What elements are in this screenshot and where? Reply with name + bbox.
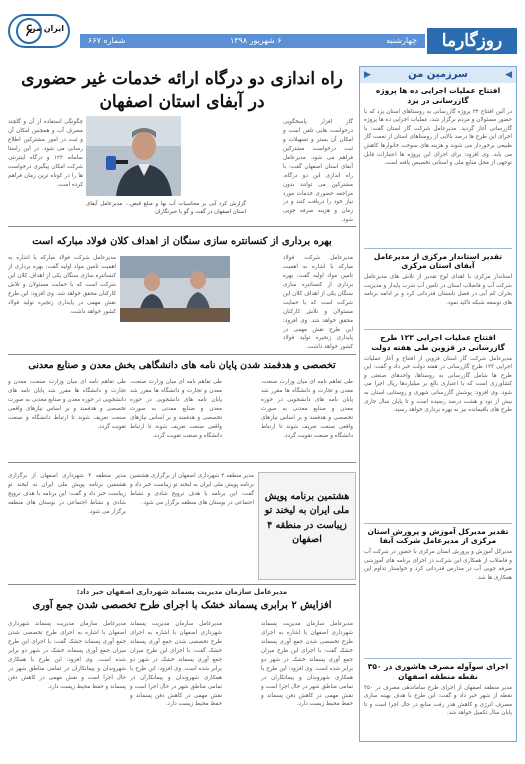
story2-body: مدیرعامل شرکت فولاد مبارکه با اشاره به اهمیت تامین مواد اولیه گفت: بهره برداری از کنسانتره سازی سنگان یکی از اهداف کلان این شرکت است که با حمایت مسئولان و تلاش کارکنان محقق خواهد شد. وی افزود: این طرح نقش مهمی در پایداری زنجیره تولید فولاد کشور خواهد داشت. (282, 255, 353, 351)
issue-date: ۶ شهریور ۱۳۹۸ (229, 36, 282, 45)
lead-body-left: چگونگی استفاده از آن و گلچند مصرف آب و همچنین امکان آن و ثبت در امور مشترکین اطلاع رسانی می شود. در این راستا سامانه ۱۲۲ و درگاه اینترنتی شرکت امکان پیگیری درخواست ها را در کوتاه ترین زمان فراهم کرده است. (8, 119, 83, 188)
story2-body-left: مدیرعامل شرکت فولاد مبارکه با اشاره به اهمیت تامین مواد اولیه گفت: بهره برداری از کنسانتره سازی سنگان یکی از اهداف کلان این شرکت است که با حمایت مسئولان و تلاش کارکنان محقق خواهد شد. وی افزود: این طرح نقش مهمی در پایداری زنجیره تولید فولاد کشور خواهد داشت. (8, 255, 116, 315)
lead-headline (8, 66, 356, 114)
story3-body-3: طی تفاهم نامه ای میان وزارت صنعت، معدن و تجارت و دانشگاه ها مقرر شد پایان نامه های دانشجویی در حوزه معدن و صنایع معدنی به صورت تخصصی و هدفمند و بر اساس نیازهای واقعی صنعت تعریف شوند تا ارتباط دانشگاه و صنعت تقویت گردد. (8, 379, 126, 430)
sidebar-title-bar (360, 67, 516, 83)
sidebar-article-headline: افتتاح عملیات اجرایی ۱۲۳ طرح گازرسانی در قزوین طی هفته دولت (371, 333, 505, 352)
story3-body-2: طی تفاهم نامه ای میان وزارت صنعت، معدن و تجارت و دانشگاه ها مقرر شد پایان نامه های دانشجویی در حوزه معدن و صنایع معدنی به صورت تخصصی و هدفمند و بر اساس نیازهای واقعی صنعت تعریف شوند تا ارتباط دانشگاه و صنعت تقویت گردد. (130, 379, 222, 439)
story4-body-3: مدیرعامل سازمان مدیریت پسماند شهرداری اصفهان با اشاره به اجرای طرح تخصصی شدن جمع آوری پسماند خشک گفت: با اجرای این طرح میزان جمع آوری پسماند خشک در شهر دو برابر شده است. وی افزود: این طرح با همکاری شهروندان و پیمانکاران در تمامی مناطق شهر در حال اجرا است و نقش مهمی در کاهش دفن پسماند و حفظ محیط زیست دارد. (8, 621, 126, 690)
lead-body-right: گاز افزار پاسخگویی درخواست هایی تلفن است و امکان آن بستر و تسهیلات و ثبت درخواست مشترکین فراهم می شود. مدیرعامل آبفای استان اصفهان گفت: با راه اندازی این دو درگاه، مشترکین می توانند بدون مراجعه حضوری خدمات مورد نیاز خود را دریافت کنند و در زمان و هزینه صرفه جویی شود. (283, 119, 353, 224)
story4-body-2: مدیرعامل سازمان مدیریت پسماند شهرداری اصفهان با اشاره به اجرای طرح تخصصی شدن جمع آوری پسماند خشک گفت: با اجرای این طرح میزان جمع آوری پسماند خشک در شهر دو برابر شده است. وی افزود: این طرح با همکاری شهروندان و پیمانکاران در تمامی مناطق شهر در حال اجرا است و نقش مهمی در کاهش دفن پسماند و حفظ محیط زیست دارد. (130, 621, 222, 708)
sidebar-article-headline: تقدیر استاندار مرکزی از مدیرعامل آبفای استان مرکزی (373, 251, 503, 271)
lead-photo (86, 116, 181, 196)
sidebar-article-headline: افتتاح عملیات اجرایی ده ها پروژه گازرسانی در یزد (375, 86, 501, 105)
arrow-icon: ▶ (364, 70, 371, 80)
issue-strip (80, 34, 425, 48)
section-name: ایران من (28, 24, 64, 33)
meeting-photo-icon (120, 256, 230, 322)
arrow-icon: ◀ (505, 70, 512, 80)
sidebar-title: سرزمین من (408, 69, 468, 80)
sidebar-article-headline: تقدیر مدیرکل آموزش و پرورش استان مرکزی از مدیرعامل شرکت آبفا (367, 526, 509, 546)
issue-number: شماره ۶۶۷ (88, 36, 126, 45)
divider (8, 354, 356, 355)
story4-kicker: مدیرعامل سازمان مدیریت پسماند شهرداری اصفهان خبر داد: (76, 588, 288, 596)
newspaper-logo: روزگارما (427, 28, 517, 54)
story4-headline: افزایش ۲ برابری پسماند خشک با اجرای طرح تخصصی شدن جمع آوری (32, 600, 332, 611)
issue-day: چهارشنبه (386, 36, 417, 45)
page-badge (8, 14, 70, 48)
page-number: ۶ (16, 18, 42, 44)
sidebar-column (359, 66, 517, 742)
lead-story (8, 66, 356, 114)
divider (8, 462, 356, 463)
masthead (0, 0, 525, 60)
sidebox-body-2: مدیر منطقه ۴ شهرداری اصفهان از برگزاری هشتمین برنامه پویش ملی ایران به لبخند تو زیباست خبر داد و گفت: این برنامه با هدف ترویج شادی و نشاط اجتماعی در بوستان های منطقه برگزار می شود. (8, 473, 126, 515)
story3-headline: تخصصی و هدفمند شدن پایان نامه های دانشگاهی بخش معدن و صنایع معدنی (28, 360, 336, 371)
interview-photo-icon (86, 116, 181, 196)
story2-photo (120, 256, 230, 322)
sidebar-article-body: در آئین افتتاح ۲۴ پروژه گازرسانی به روستاهای استان یزد که با حضور مسئولان و مردم برگزار شد، عملیات اجرایی ده ها پروژه گازرسانی آغاز گردید. مدیرعامل شرکت گاز استان گفت: با اجرای این طرح ها درصد بالایی از روستاهای استان از نعمت گاز طبیعی برخوردار می شوند و هزینه های سوخت خانوارها کاهش می یابد. وی افزود: برای اجرای این پروژه ها اعتبارات قابل توجهی از محل منابع ملی و استانی تخصیص یافته است. (364, 108, 512, 167)
story3-body: طی تفاهم نامه ای میان وزارت صنعت، معدن و تجارت و دانشگاه ها مقرر شد پایان نامه های دانشجویی در حوزه معدن و صنایع معدنی به صورت تخصصی و هدفمند و بر اساس نیازهای واقعی صنعت تعریف شوند تا ارتباط دانشگاه و صنعت تقویت گردد. (261, 379, 353, 439)
lead-headline-line2: در آبفای استان اصفهان (99, 91, 265, 112)
sidebar-article-body: استاندار مرکزی با اهدای لوح تقدیر از تلاش های مدیرعامل شرکت آب و فاضلاب استان در تامین آب شرب پایدار و مدیریت بحران کم آبی در فصل تابستان قدردانی کرد و بر ادامه برنامه های توسعه شبکه تاکید نمود. (364, 274, 512, 306)
story4-body: مدیرعامل سازمان مدیریت پسماند شهرداری اصفهان با اشاره به اجرای طرح تخصصی شدن جمع آوری پسماند خشک گفت: با اجرای این طرح میزان جمع آوری پسماند خشک در شهر دو برابر شده است. وی افزود: این طرح با همکاری شهروندان و پیمانکاران در تمامی مناطق شهر در حال اجرا است و نقش مهمی در کاهش دفن پسماند و حفظ محیط زیست دارد. (261, 621, 353, 708)
sidebar-article-headline: اجرای سوآوله مصرف هاشوری در ۳۵۰ نقطه منطقه اصفهان (367, 662, 509, 681)
sidebar-article-body: مدیر منطقه اصفهان از اجرای طرح ساماندهی مصرف در ۳۵۰ نقطه از شهر خبر داد و گفت: این طرح با هدف بهینه سازی مصرف انرژی و کاهش هدر رفت منابع در حال اجرا است و تا پایان سال تکمیل خواهد شد. (364, 684, 512, 717)
story2-headline: بهره برداری از کنسانتره سازی سنگان از اهداف کلان فولاد مبارکه است (32, 236, 332, 247)
divider (8, 584, 356, 585)
lead-photo-caption: گزارش کرد آبی بر محاسبات آب بها و مبلغ قبض... مدیرعامل آبفای استان اصفهان در گفت و گو با خبرنگاران (86, 201, 246, 216)
sidebox-body: مدیر منطقه ۴ شهرداری اصفهان از برگزاری هشتمین برنامه پویش ملی ایران به لبخند تو زیباست خبر داد و گفت: این برنامه با هدف ترویج شادی و نشاط اجتماعی در بوستان های منطقه برگزار می شود. (130, 473, 255, 506)
sidebar-article-body: مدیرعامل شرکت گاز استان قزوین از افتتاح و آغاز عملیات اجرایی ۱۲۳ طرح گازرسانی در هفته دولت خبر داد و گفت: این طرح ها شامل گازرسانی به روستاها، واحدهای صنعتی و کشاورزی است که با اعتباری بالغ بر میلیاردها ریال اجرا می شود. وی افزود: پوشش گازرسانی شهری و روستایی استان به بیش از نود و هشت درصد رسیده است و تا پایان سال جاری طرح های باقیمانده نیز به بهره برداری خواهد رسید. (364, 355, 512, 414)
divider (8, 226, 356, 227)
sidebar-article-body: مدیرکل آموزش و پرورش استان مرکزی با حضور در شرکت آب و فاضلاب از همکاری این شرکت در اجرای برنامه های آموزشی صرفه جویی آب در مدارس قدردانی کرد و خواستار تداوم این همکاری ها شد. (364, 549, 512, 581)
sidebox-title: هشتمین برنامه پویش ملی ایران به لیخند تو زیباست در منطقه ۴ اصفهان (264, 491, 350, 545)
lead-headline-line1: راه اندازی دو درگاه ارائه خدمات غیر حضوری (21, 69, 343, 89)
